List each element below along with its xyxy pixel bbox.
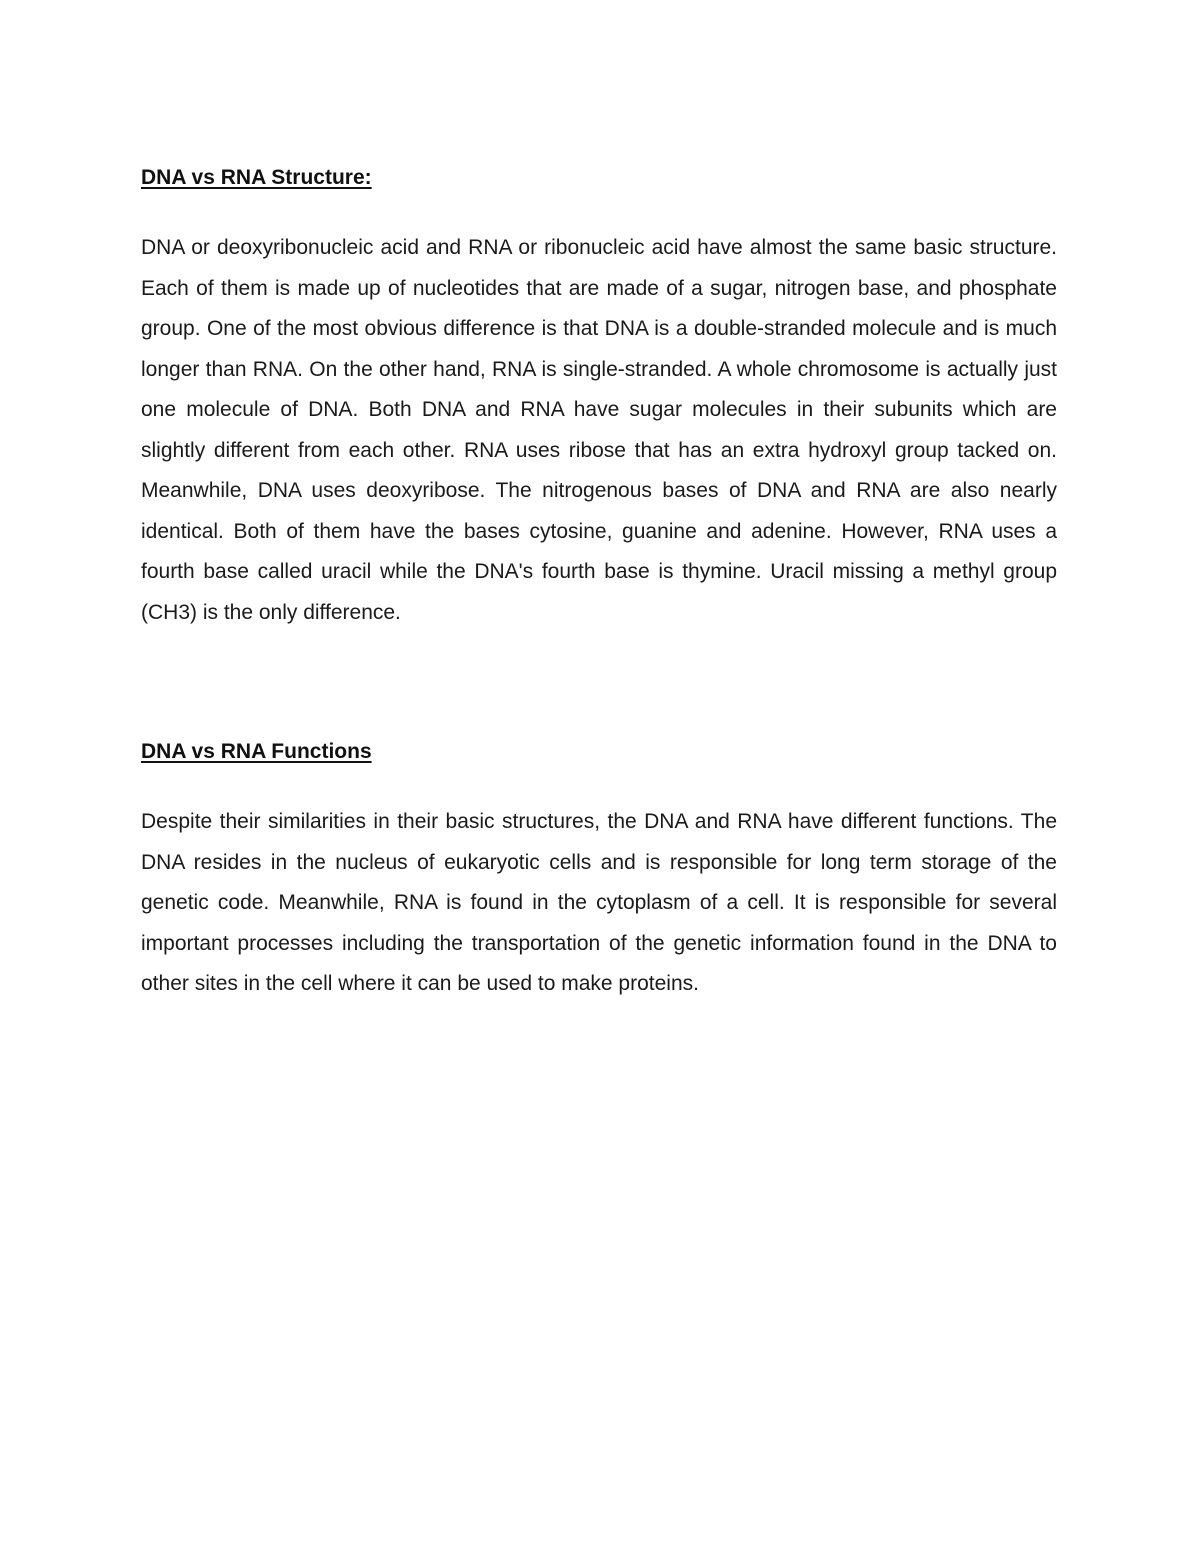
spacer (141, 767, 1057, 802)
document-content (141, 163, 1057, 1005)
section-body-structure: DNA or deoxyribonucleic acid and RNA or ribonucleic acid have almost the same basic structure. Each of them is made up of nucleotides that are made of a sugar, nitrogen base, and phosphate group. One of the most obvious difference is that DNA is a double-stranded molecule and is much longer than RNA. On the other hand, RNA is single-stranded. A whole chromosome is actually just one molecule of DNA. Both DNA and RNA have sugar molecules in their subunits which are slightly different from each other. RNA uses ribose that has an extra hydroxyl group tacked on. Meanwhile, DNA uses deoxyribose. The nitrogenous bases of DNA and RNA are also nearly identical. Both of them have the bases cytosine, guanine and adenine. However, RNA uses a fourth base called uracil while the DNA's fourth base is thymine. Uracil missing a methyl group (CH3) is the only difference. (141, 236, 1057, 624)
section-heading-structure: DNA vs RNA Structure: (141, 166, 372, 189)
spacer (141, 193, 1057, 228)
spacer (141, 633, 1057, 737)
section-heading-functions: DNA vs RNA Functions (141, 740, 372, 763)
section-body-functions: Despite their similarities in their basic structures, the DNA and RNA have different functions. The DNA resides in the nucleus of eukaryotic cells and is responsible for long term storage of the genetic code. Meanwhile, RNA is found in the cytoplasm of a cell. It is responsible for several important processes including the transportation of the genetic information found in the DNA to other sites in the cell where it can be used to make proteins. (141, 810, 1057, 995)
